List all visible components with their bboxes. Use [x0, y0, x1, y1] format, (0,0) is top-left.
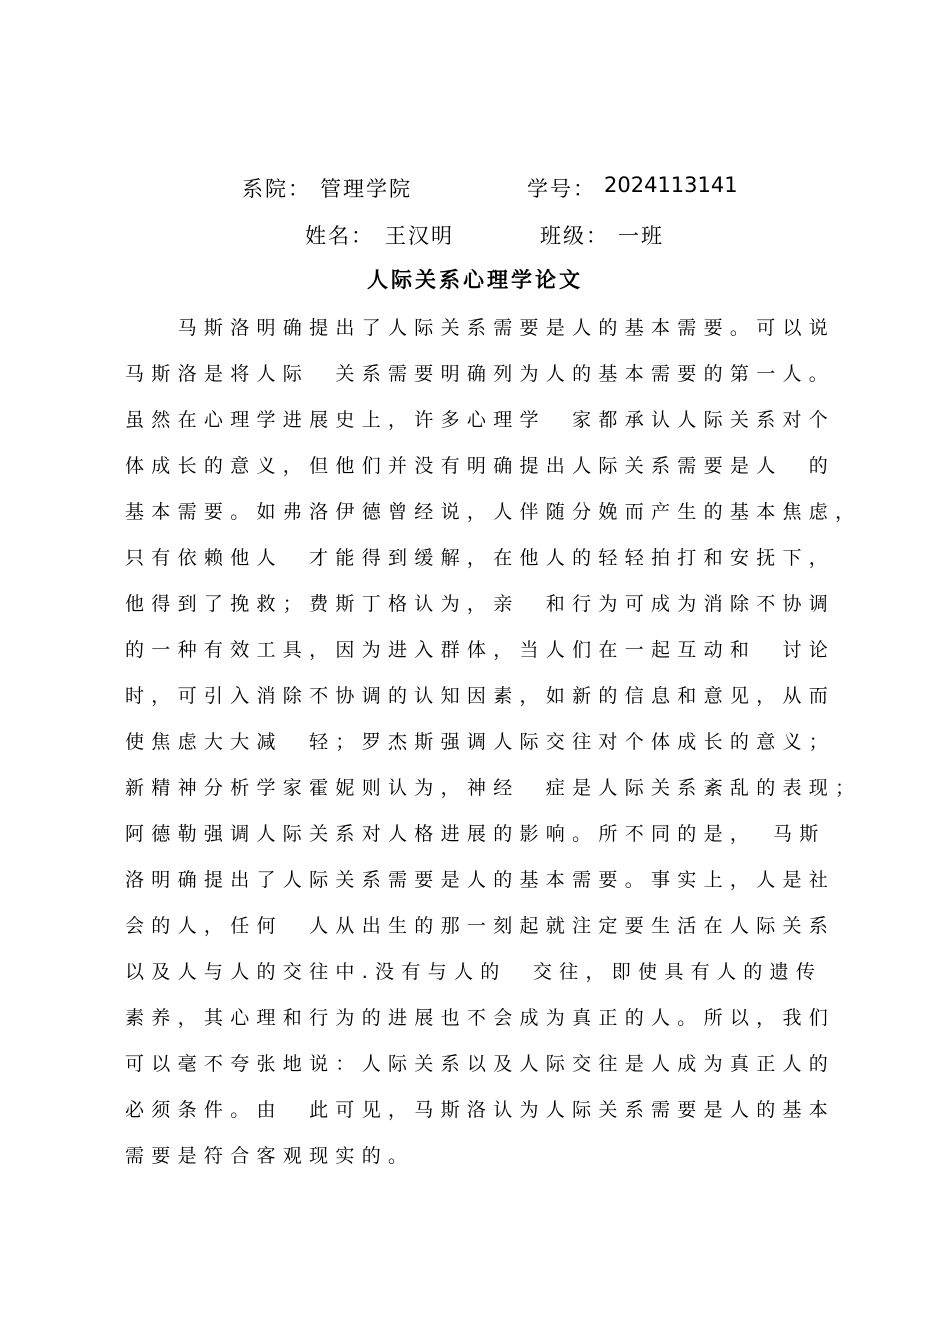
body-line: 体成长的意义，但他们并没有明确提出人际关系需要是人 的 — [125, 455, 836, 477]
body-line: 虽然在心理学进展史上，许多心理学 家都承认人际关系对个 — [125, 409, 836, 431]
body-line: 只有依赖他人 才能得到缓解，在他人的轻轻拍打和安抚下， — [125, 547, 836, 569]
body-line: 素养，其心理和行为的进展也不会成为真正的人。所以，我们 — [125, 1007, 836, 1029]
name-label: 姓名： — [305, 224, 374, 248]
class-label: 班级： — [540, 224, 609, 248]
body-line: 时，可引入消除不协调的认知因素，如新的信息和意见，从而 — [125, 685, 836, 707]
class-value: 一班 — [618, 224, 664, 248]
name-value: 王汉明 — [385, 224, 454, 248]
body-line: 洛明确提出了人际关系需要是人的基本需要。事实上，人是社 — [125, 869, 836, 891]
body-line: 马斯洛是将人际 关系需要明确列为人的基本需要的第一人。 — [125, 363, 836, 385]
body-line: 使焦虑大大减 轻；罗杰斯强调人际交往对个体成长的意义； — [125, 731, 836, 753]
body-line: 基本需要。如弗洛伊德曾经说，人伴随分娩而产生的基本焦虑， — [125, 501, 862, 523]
body-line: 他得到了挽救；费斯丁格认为，亲 和行为可成为消除不协调 — [125, 593, 836, 615]
body-line: 的一种有效工具，因为进入群体，当人们在一起互动和 讨论 — [125, 639, 836, 661]
body-line: 会的人，任何 人从出生的那一刻起就注定要生活在人际关系 — [125, 915, 836, 937]
body-line: 必须条件。由 此可见，马斯洛认为人际关系需要是人的基本 — [125, 1099, 836, 1121]
body-line: 可以毫不夸张地说：人际关系以及人际交往是人成为真正人的 — [125, 1053, 836, 1075]
department-label: 系院： — [242, 177, 311, 201]
body-line: 新精神分析学家霍妮则认为，神经 症是人际关系紊乱的表现； — [125, 777, 862, 799]
body-line: 需要是符合客观现实的。 — [125, 1145, 415, 1167]
document-title: 人际关系心理学论文 — [367, 268, 583, 292]
student-id-label: 学号： — [527, 177, 596, 201]
body-line: 阿德勒强调人际关系对人格进展的影响。所不同的是， 马斯 — [125, 823, 826, 845]
body-line: 马斯洛明确提出了人际关系需要是人的基本需要。可以说 — [125, 317, 836, 339]
body-line: 以及人与人的交往中.没有与人的 交往，即使具有人的遗传 — [125, 961, 823, 983]
department-value: 管理学院 — [320, 177, 412, 201]
student-id-value: 2024113141 — [604, 173, 738, 197]
